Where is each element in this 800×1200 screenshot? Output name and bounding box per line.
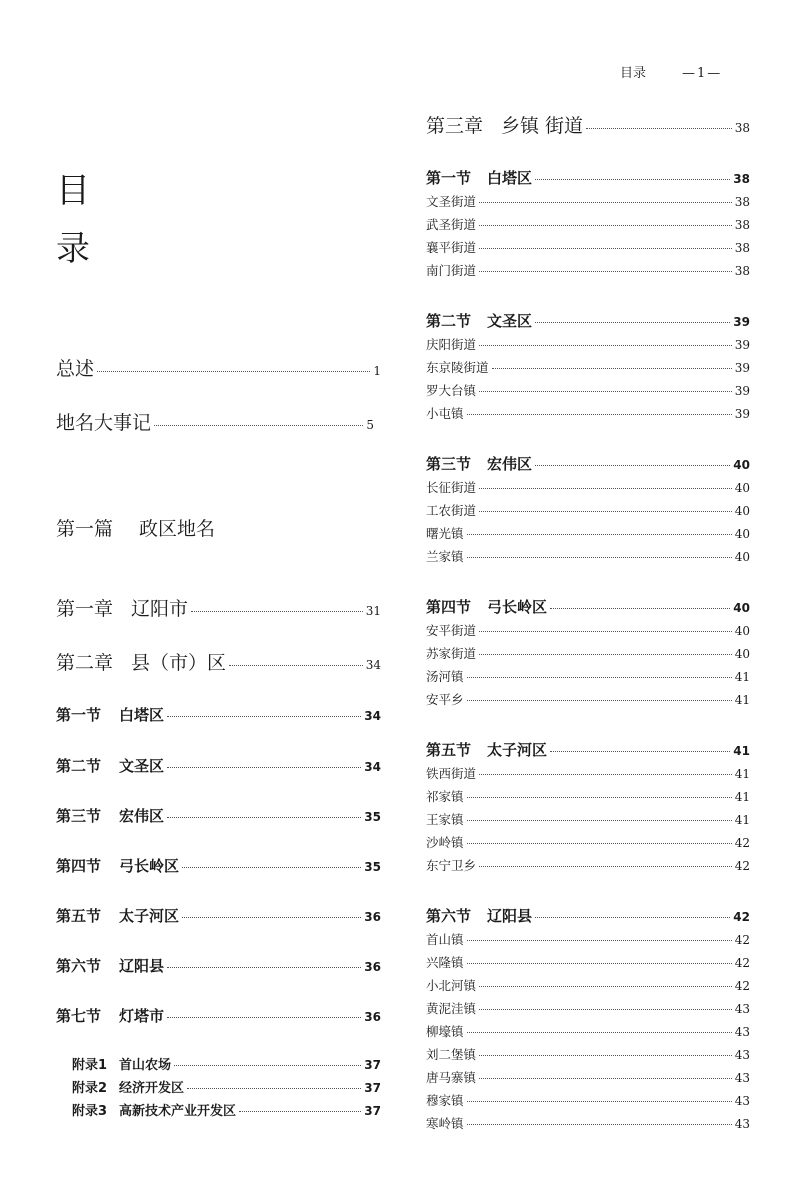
entry-page: 1	[373, 364, 381, 378]
leader-dots	[492, 368, 732, 369]
entry-page: 37	[364, 1058, 381, 1072]
leader-dots	[467, 820, 732, 821]
item-label: 安平街道	[426, 623, 477, 638]
leader-dots	[479, 1009, 732, 1010]
leader-dots	[586, 128, 732, 129]
item-page: 42	[734, 979, 750, 993]
item-page: 42	[734, 933, 750, 947]
leader-dots	[479, 248, 732, 249]
item-label: 罗大台镇	[426, 383, 477, 398]
entry-label: 第四节 弓长岭区	[56, 857, 180, 875]
section-entry[interactable]	[56, 805, 381, 826]
leader-dots	[479, 488, 732, 489]
toc-item[interactable]	[426, 404, 750, 422]
item-page: 39	[734, 338, 750, 352]
item-label: 唐马寨镇	[426, 1070, 477, 1085]
entry-page: 40	[733, 458, 750, 472]
leader-dots	[187, 1088, 361, 1089]
leader-dots	[467, 963, 732, 964]
item-label: 黄泥洼镇	[426, 1001, 477, 1016]
leader-dots	[479, 631, 732, 632]
toc-item[interactable]	[426, 381, 750, 399]
leader-dots	[467, 797, 732, 798]
item-page: 41	[734, 813, 750, 827]
item-page: 43	[734, 1048, 750, 1062]
leader-dots	[167, 817, 361, 818]
leader-dots	[191, 611, 363, 612]
leader-dots	[467, 1101, 732, 1102]
entry-label: 第五节 太子河区	[56, 907, 180, 925]
entry-page: 39	[733, 315, 750, 329]
toc-item[interactable]	[426, 478, 750, 496]
entry-page: 40	[733, 601, 750, 615]
leader-dots	[535, 322, 730, 323]
toc-item[interactable]	[426, 335, 750, 353]
item-label: 穆家镇	[426, 1093, 464, 1108]
item-page: 42	[734, 836, 750, 850]
item-page: 40	[734, 481, 750, 495]
leader-dots	[550, 608, 730, 609]
toc-item[interactable]	[426, 215, 750, 233]
section-entry[interactable]	[56, 1005, 381, 1026]
item-label: 刘二堡镇	[426, 1047, 477, 1062]
leader-dots	[229, 665, 363, 666]
header-section: 目录	[620, 66, 647, 81]
entry-label: 附录3 高新技术产业开发区	[72, 1104, 237, 1119]
leader-dots	[467, 1032, 732, 1033]
entry-page: 31	[365, 604, 381, 618]
toc-item[interactable]	[426, 930, 750, 948]
item-page: 43	[734, 1002, 750, 1016]
entry-label: 地名大事记	[56, 412, 152, 434]
item-label: 东京陵街道	[426, 360, 489, 375]
section-entry[interactable]	[56, 755, 381, 776]
leader-dots	[467, 534, 732, 535]
leader-dots	[479, 1055, 732, 1056]
item-label: 小北河镇	[426, 978, 477, 993]
item-label: 汤河镇	[426, 669, 464, 684]
entry-label: 第五节 太子河区	[426, 741, 548, 759]
item-label: 东宁卫乡	[426, 858, 477, 873]
leader-dots	[535, 465, 730, 466]
toc-item[interactable]	[426, 358, 750, 376]
toc-title-char-1: 目	[56, 171, 90, 211]
toc-item[interactable]	[426, 621, 750, 639]
toc-item[interactable]	[426, 644, 750, 662]
leader-dots	[467, 677, 732, 678]
item-page: 43	[734, 1094, 750, 1108]
section-entry[interactable]	[56, 955, 381, 976]
entry-label: 总述	[56, 358, 95, 380]
entry-page: 34	[364, 709, 381, 723]
toc-item[interactable]	[426, 1045, 750, 1063]
toc-item[interactable]	[426, 667, 750, 685]
item-page: 38	[734, 195, 750, 209]
toc-item[interactable]	[426, 261, 750, 279]
leader-dots	[479, 774, 732, 775]
item-label: 文圣街道	[426, 194, 477, 209]
toc-item[interactable]	[426, 764, 750, 782]
leader-dots	[479, 202, 732, 203]
item-page: 41	[734, 693, 750, 707]
leader-dots	[167, 1017, 361, 1018]
section-entry[interactable]	[56, 855, 381, 876]
entry-page: 36	[364, 960, 381, 974]
item-page: 39	[734, 407, 750, 421]
entry-page: 37	[364, 1081, 381, 1095]
leader-dots	[174, 1065, 361, 1066]
entry-label: 第六节 辽阳县	[426, 907, 533, 925]
entry-label: 第一章 辽阳市	[56, 598, 189, 620]
item-page: 42	[734, 859, 750, 873]
section-entry[interactable]	[426, 739, 750, 760]
toc-item[interactable]	[426, 501, 750, 519]
entry-label: 附录2 经济开发区	[72, 1081, 185, 1096]
item-page: 40	[734, 550, 750, 564]
item-page: 40	[734, 624, 750, 638]
item-label: 祁家镇	[426, 789, 464, 804]
toc-item[interactable]	[426, 1022, 750, 1040]
section-entry[interactable]	[426, 310, 750, 331]
leader-dots	[479, 271, 732, 272]
leader-dots	[182, 917, 361, 918]
leader-dots	[467, 414, 732, 415]
entry-page: 34	[364, 760, 381, 774]
entry-page: 34	[365, 658, 381, 672]
entry-label: 第三节 宏伟区	[56, 807, 165, 825]
leader-dots	[479, 1078, 732, 1079]
part-prefix: 第一篇	[56, 518, 114, 540]
entry-label: 第四节 弓长岭区	[426, 598, 548, 616]
item-page: 38	[734, 241, 750, 255]
entry-label: 第一节 白塔区	[56, 706, 165, 724]
chapter-entry[interactable]	[56, 594, 381, 621]
running-header	[620, 62, 722, 81]
item-page: 40	[734, 647, 750, 661]
item-label: 小屯镇	[426, 406, 464, 421]
section-entry[interactable]	[426, 596, 750, 617]
leader-dots	[167, 716, 361, 717]
item-page: 38	[734, 218, 750, 232]
section-entry[interactable]	[426, 905, 750, 926]
item-label: 工农街道	[426, 503, 477, 518]
leader-dots	[154, 425, 363, 426]
section-entry[interactable]	[56, 905, 381, 926]
toc-item[interactable]	[426, 1091, 750, 1109]
item-label: 安平乡	[426, 692, 464, 707]
page-number: —1—	[682, 66, 723, 81]
appendix-entry[interactable]	[72, 1077, 381, 1096]
leader-dots	[467, 1124, 732, 1125]
appendix-entry[interactable]	[72, 1100, 381, 1119]
item-page: 43	[734, 1071, 750, 1085]
toc-item[interactable]	[426, 833, 750, 851]
toc-item[interactable]	[426, 856, 750, 874]
item-label: 沙岭镇	[426, 835, 464, 850]
item-label: 庆阳街道	[426, 337, 477, 352]
item-label: 武圣街道	[426, 217, 477, 232]
item-label: 柳壕镇	[426, 1024, 464, 1039]
appendix-entry[interactable]	[72, 1054, 381, 1073]
leader-dots	[182, 867, 361, 868]
section-entry[interactable]	[426, 453, 750, 474]
leader-dots	[550, 751, 730, 752]
entry-label: 第二节 文圣区	[426, 312, 533, 330]
item-page: 40	[734, 504, 750, 518]
entry-page: 35	[364, 860, 381, 874]
item-label: 曙光镇	[426, 526, 464, 541]
entry-page: 36	[364, 910, 381, 924]
leader-dots	[467, 940, 732, 941]
item-page: 39	[734, 384, 750, 398]
leader-dots	[479, 654, 732, 655]
item-label: 南门街道	[426, 263, 477, 278]
item-page: 41	[734, 670, 750, 684]
toc-item[interactable]	[426, 192, 750, 210]
leader-dots	[97, 371, 370, 372]
entry-page: 36	[364, 1010, 381, 1024]
entry-label: 第七节 灯塔市	[56, 1007, 165, 1025]
item-page: 38	[734, 264, 750, 278]
entry-page: 37	[364, 1104, 381, 1118]
leader-dots	[479, 391, 732, 392]
item-label: 王家镇	[426, 812, 464, 827]
toc-item[interactable]	[426, 999, 750, 1017]
toc-item[interactable]	[426, 690, 750, 708]
item-page: 42	[734, 956, 750, 970]
chapter-entry[interactable]	[56, 648, 381, 675]
leader-dots	[535, 917, 730, 918]
toc-item[interactable]	[426, 787, 750, 805]
item-page: 41	[734, 790, 750, 804]
toc-item[interactable]	[426, 238, 750, 256]
leader-dots	[467, 557, 732, 558]
part-heading	[56, 514, 215, 541]
item-page: 40	[734, 527, 750, 541]
leader-dots	[467, 700, 732, 701]
leader-dots	[167, 767, 361, 768]
item-page: 41	[734, 767, 750, 781]
item-label: 首山镇	[426, 932, 464, 947]
leader-dots	[467, 843, 732, 844]
item-label: 襄平街道	[426, 240, 477, 255]
entry-label: 附录1 首山农场	[72, 1058, 172, 1073]
entry-page: 38	[734, 121, 750, 135]
item-label: 兰家镇	[426, 549, 464, 564]
item-page: 39	[734, 361, 750, 375]
entry-label: 第二节 文圣区	[56, 757, 165, 775]
toc-item[interactable]	[426, 1068, 750, 1086]
item-page: 43	[734, 1025, 750, 1039]
item-label: 苏家街道	[426, 646, 477, 661]
toc-item[interactable]	[426, 953, 750, 971]
toc-item[interactable]	[426, 810, 750, 828]
item-label: 兴隆镇	[426, 955, 464, 970]
entry-page: 5	[366, 418, 374, 432]
toc-item[interactable]	[426, 976, 750, 994]
leader-dots	[479, 986, 732, 987]
entry-label: 第二章 县（市）区	[56, 652, 227, 674]
chapter-entry[interactable]	[426, 111, 750, 138]
item-label: 长征街道	[426, 480, 477, 495]
leader-dots	[479, 345, 732, 346]
leader-dots	[479, 225, 732, 226]
part-name: 政区地名	[139, 518, 216, 540]
toc-item[interactable]	[426, 524, 750, 542]
leader-dots	[167, 967, 361, 968]
toc-entry[interactable]	[56, 354, 381, 381]
toc-item[interactable]	[426, 1114, 750, 1132]
section-entry[interactable]	[56, 704, 381, 725]
toc-item[interactable]	[426, 547, 750, 565]
item-label: 铁西街道	[426, 766, 477, 781]
leader-dots	[479, 511, 732, 512]
entry-page: 38	[733, 172, 750, 186]
leader-dots	[479, 866, 732, 867]
entry-label: 第三节 宏伟区	[426, 455, 533, 473]
toc-title-char-2: 录	[56, 229, 90, 269]
entry-label: 第三章 乡镇 街道	[426, 115, 584, 137]
section-entry[interactable]	[426, 167, 750, 188]
entry-page: 41	[733, 744, 750, 758]
leader-dots	[535, 179, 730, 180]
entry-label: 第六节 辽阳县	[56, 957, 165, 975]
entry-page: 35	[364, 810, 381, 824]
entry-page: 42	[733, 910, 750, 924]
leader-dots	[239, 1111, 361, 1112]
item-page: 43	[734, 1117, 750, 1131]
item-label: 寒岭镇	[426, 1116, 464, 1131]
toc-entry[interactable]	[56, 408, 374, 435]
entry-label: 第一节 白塔区	[426, 169, 533, 187]
